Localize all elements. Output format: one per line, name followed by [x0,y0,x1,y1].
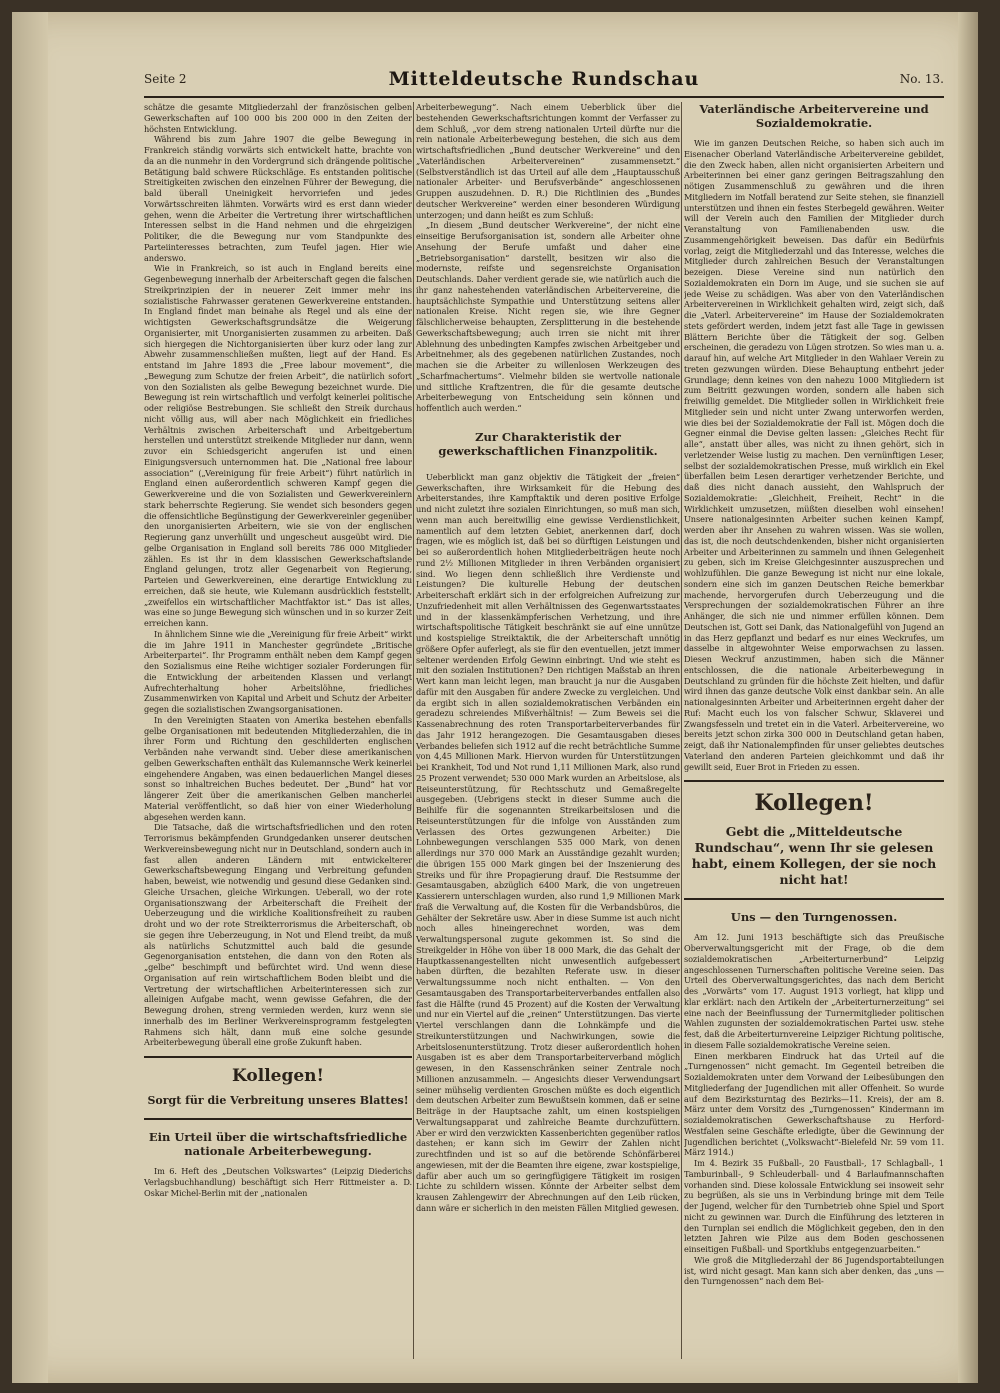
paragraph: Am 12. Juni 1913 beschäftigte sich das Preußische Oberverwaltungsgericht mit der Frage, ob die dem sozialdemokratischen „Arbeiterturnerbund“ Leipzig angeschlossenen Turnerschaften politische Vereine seien. Das Urteil des Oberverwaltungsgerichtes, das nach dem Bericht des „Vorwärts“ vom 17. August 1913 vorliegt, hat klipp und klar erklärt: nach den Artikeln der „Arbeiterturnerzeitung“ sei eine nach der Beeinflussung der Turnermitglieder politischen Wahlen zugunsten der sozialdemokratischen Partei usw. stehe fest, daß die Arbeiterturnvereine Leipziger Richtung politische, in diesem Falle sozialdemokratische Vereine seien. [684,932,944,1050]
page-edge [958,12,978,1383]
paragraph: In ähnlichem Sinne wie die „Vereinigung für freie Arbeit“ wirkt die im Jahre 1911 in Manchester gegründete „Britische Arbeiterpartei“. Ihr Programm enthält neben dem Kampf gegen den Sozialismus eine Reihe wichtiger sozialer Forderungen für die Entwicklung der arbeitenden Klassen und verlangt Aufrechterhaltung hoher Arbeitslöhne, friedliches Zusammenwirken von Kapital und Arbeit und Schutz der Arbeiter gegen die sozialistischen Zwangsorganisationen. [144,628,412,714]
paragraph: Arbeiterbewegung“. Nach einem Ueberblick über die bestehenden Gewerkschaftsrichtungen kommt der Verfasser zu dem Schluß, „vor dem streng nationalen Urteil dürfte nur die rein nationale Arbeiterbewegung bestehen, die sich aus dem wirtschaftsfriedlichen „Bund deutscher Werkvereine“ und den „Vaterländischen Arbeitervereinen“ zusammensetzt.“ (Selbstverständlich ist das Urteil auf alle dem „Hauptausschuß nationaler Arbeiter- und Berufsverbände“ angeschlossenen Gruppen auszudehnen. D. R.) Die Richtlinien des „Bundes deutscher Werkvereine“ werden einer besonderen Würdigung unterzogen; und dann heißt es zum Schluß: [416,102,680,220]
appeal-text: Sorgt für die Verbreitung unseres Blattes! [147,1094,409,1107]
article-headline: Uns — den Turngenossen. [730,910,898,925]
paragraph: In den Vereinigten Staaten von Amerika bestehen ebenfalls gelbe Organisationen mit bedeutenden Mitgliederzahlen, die in ihrer Form und Richtung den geschilderten englischen Verbänden nahe verwandt sind. Ueber diese amerikanischen gelben Gewerkschaften enthält das Kulemannsche Werk keinerlei eingehendere Angaben, was einen bedauerlichen Mangel dieses sonst so inhaltreichen Buches bedeutet. Der „Bund“ hat vor längerer Zeit über die amerikanischen Gelben mancherlei Material veröffentlicht, so daß hier von einer Wiederholung abgesehen werden kann. [144,714,412,822]
paragraph: Wie im ganzen Deutschen Reiche, so haben sich auch im Eisenacher Oberland Vaterländische Arbeitervereine gebildet, die den Zweck haben, allen nicht organisierten Arbeitern und Arbeiterinnen bei einer ganz geringen Beitragszahlung den nötigen Zusammenschluß zu gewähren und die ihren Mitgliedern im Notfall beratend zur Seite stehen, sie finanziell unterstützen und ihnen ein festes Sterbegeld gewähren. Weiter will der Verein auch den Familien der Mitglieder durch Veranstaltung von Familienabenden usw. die Zusammengehörigkeit beweisen. Das dafür ein Bedürfnis vorlag, zeigt die Mitgliederzahl und das Interesse, welches die Mitglieder durch zahlreichen Besuch der Veranstaltungen bezeigen. Diese Vereine sind nun natürlich den Sozialdemokraten ein Dorn im Auge, und sie suchen sie auf jede Weise zu schädigen. Was aber von den Vaterländischen Arbeitervereinen in Wirklichkeit gehalten wird, zeigt sich, daß die „Vaterl. Arbeitervereine“ im Hause der Sozialdemokraten stets gefördert werden, indem jetzt fast alle Tage in gewissen Blättern Berichte über die Tätigkeit der sog. Gelben erscheinen, die geradezu von Lügen strotzen. So wies man u. a. darauf hin, auf welche Art Mitglieder in den Wahlaer Verein zu treten gezwungen würden. Diese Behauptung entbehrt jeder Grundlage; denn keines von den nahezu 1000 Mitgliedern ist zum Beitritt gezwungen worden, sondern alle haben sich freiwillig gemeldet. Die Mitglieder sollen in Wirklichkeit freie Mitglieder sein und nicht unter Zwang unterworfen werden, wie dies bei der Sozialdemokratie der Fall ist. Mögen doch die Gegner einmal die Devise gelten lassen: „Gleiches Recht für alle“, anstatt über alles, was nicht zu ihnen gehört, sich in verletzender Weise lustig zu machen. Den vernünftigen Leser, selbst der sozialdemokratischen Presse, muß wirklich ein Ekel überfallen beim Lesen derartiger verhetzender Berichte, und daß dies nicht danach aussieht, den Wahlspruch der Sozialdemokratie: „Gleichheit, Freiheit, Recht“ in die Wirklichkeit umzusetzen, müßten dieselben wohl einsehen! Unsere nationalgesinnten Arbeiter suchen keinen Kampf, werden aber ihr Ansehen zu wahren wissen. Was sie wollen, das ist, die noch deutschdenkenden, bisher nicht organisierten Arbeiter und Arbeiterinnen zu sammeln und ihnen Gelegenheit zu geben, sich im Kreise Gleichgesinnter auszusprechen und wohlzufühlen. Die ganze Bewegung ist nicht nur eine lokale, sondern eine sich im ganzen Deutschen Reiche bemerkbar machende, hervorgerufen durch Ueberzeugung und die Versprechungen der sozialdemokratischen Führer an ihre Anhänger, die sich nie und nimmer erfüllen können. Dem Deutschen ist, Gott sei Dank, das Nationalgefühl von Jugend an in das Herz gepflanzt und bedarf es nur eines Weckrufes, um dasselbe in altgewohnter Weise emporwachsen zu lassen. Diesen Weckruf anzustimmen, haben sich die Männer entschlossen, die die nationale Arbeiterbewegung in Deutschland zu gründen für die höchste Zeit hielten, und dafür wird ihnen das ganze deutsche Volk einst dankbar sein. An alle nationalgesinnten Arbeiter und Arbeiterinnen ergeht daher der Ruf: Macht euch los von falscher Schwur, Sklaverei und Zwangsfesseln und tretet ein in die Vaterl. Arbeitervereine, wo bereits jetzt schon zirka 300 000 in Deutschland getan haben, zeigt, daß ihr Nationalempfinden für unser geliebtes deutsches Vaterland den anderen Parteien gleichkommt und daß ihr gewillt seid, Euer Brot in Frieden zu essen. [684,138,944,772]
article-headline: Zur Charakteristik der gewerkschaftlichen Finanzpolitik. [438,429,658,458]
column-rule [681,102,682,1359]
paragraph: „In diesem „Bund deutscher Werkvereine“, der nicht eine einseitige Berufsorganisation ist, sondern alle Arbeiter ohne Ansehung der Berufe umfaßt und daher eine „Betriebsorganisation“ darstellt, besitzen wir also die modernste, reifste und segensreichste Organisation Deutschlands. Daher verdient gerade sie, wie natürlich auch die ihr ganz nahestehenden vaterländischen Arbeitervereine, die hauptsächlichste Sympathie und Unterstützung seitens aller nationalen Kreise. Nicht regen sie, wie ihre Gegner fälschlicherweise behaupten, Zersplitterung in die bestehende Gewerkschaftsbewegung; auch irren sie nicht mit ihrer Ablehnung des unbedingten Kampfes zwischen Arbeitgeber und Arbeitnehmer, als des gegebenen natürlichen Zustandes, noch machen sie die Arbeiter zu willenlosen Werkzeugen des „Scharfmachertums“. Vielmehr bilden sie wertvolle nationale und sittliche Kraftzentren, die für die gesamte deutsche Arbeiterbewegung von Entscheidung sein können und hoffentlich auch werden.“ [416,220,680,413]
issue-number: No. 13. [899,72,944,86]
appeal-title: Kollegen! [754,790,874,817]
newspaper-page [12,12,978,1383]
article-headline: Ein Urteil über die wirtschaftsfriedliche nationale Arbeiterbewegung. [148,1130,408,1158]
column-rule [413,102,414,1359]
paragraph: Die Tatsache, daß die wirtschaftsfriedlichen und den roten Terrorismus bekämpfenden Grundgedanken unserer deutschen Werkvereinsbewegung nicht nur in Deutschland, sondern auch in fast allen anderen Ländern mit entwickelterer Gewerkschaftsbewegung Eingang und Verbreitung gefunden haben, beweist, wie notwendig und gesund diese Gedanken sind. Gleiche Ursachen, gleiche Wirkungen. Ueberall, wo der rote Organisationszwang der Arbeiterschaft die Freiheit der Ueberzeugung und die wirkliche Koalitionsfreiheit zu rauben droht und wo der rote Streikterrorismus die Arbeiterschaft, ob sie gegen ihre Ueberzeugung, in Not und Elend treibt, da muß als natürlichs Schutzmittel auch bald die gesunde Gegenorganisation entstehen, die dann von den Roten als „gelbe“ beschimpft und befürchtet wird. Und wenn diese Organisation auf rein wirtschaftlichem Boden bleibt und die Vertretung der wirtschaftlichen Arbeiterinteressen sich zur alleinigen Aufgabe macht, wenn gewisse Gefahren, die der Bewegung drohen, streng vermieden werden, kurz wenn sie innerhalb des im Berliner Werkvereinsprogramm festgelegten Rahmens sich hält, dann muß eine solche gesunde Arbeiterbewegung überall eine große Zukunft haben. [144,822,412,1048]
page-binding [12,12,48,1383]
paragraph: schätze die gesamte Mitgliederzahl der französischen gelben Gewerkschaften auf 100 000 bis 200 000 in den Zeiten der höchsten Entwicklung. [144,102,412,134]
paragraph: Ueberblickt man ganz objektiv die Tätigkeit der „freien“ Gewerkschaften, ihre Wirksamkeit für die Hebung des Arbeiterstandes, ihre Kampftaktik und deren positive Erfolge und nicht zuletzt ihre sozialen Einrichtungen, so muß man sich, wenn man auch bereitwillig eine gewisse Verdienstlichkeit, namentlich auf dem letzten Gebiet, anerkennen darf, doch fragen, wie es möglich ist, daß bei so dürftigen Leistungen und bei so außerordentlich hohen Mitgliederbeiträgen heute noch rund 2½ Millionen Mitglieder in ihren Verbänden organisiert sind. Wo liegen denn schließlich ihre Verdienste und Leistungen? Die kulturelle Hebung der deutschen Arbeiterschaft erklärt sich in der erfolgreichen Aufreizung zur Unzufriedenheit mit allen Verhältnissen des Gegenwartsstaates und in der klassenkämpferischen Verhetzung, und ihre wirtschaftspolitische Tätigkeit beschränkt sie auf eine unnütze und kostspielige Streiktaktik, die der Arbeiterschaft unnötig größere Opfer auferlegt, als sie für den eventuellen, jetzt immer seltener werdenden Erfolg Gewinn einbringt. Und wie steht es mit den sozialen Institutionen? Den richtigen Maßstab an ihren Wert kann man leicht legen, man braucht ja nur die Ausgaben dafür mit den Ausgaben für andere Zwecke zu vergleichen. Und da ergibt sich in allen sozialdemokratischen Verbänden ein geradezu schreiendes Mißverhältnis! — Zum Beweis sei die Kassenabrechnung des roten Transportarbeiterverbandes für das Jahr 1912 herangezogen. Die Gesamtausgaben dieses Verbandes beliefen sich 1912 auf die recht beträchtliche Summe von 4,45 Millionen Mark. Hiervon wurden für Unterstützungen bei Krankheit, Tod und Not rund 1,11 Millionen Mark, also rund 25 Prozent verwendet; 530 000 Mark wurden an Arbeitslose, als Reiseunterstützung, für Rechtsschutz und Gemaßregelte ausgegeben. (Uebrigens steckt in dieser Summe auch die Beihilfe für die sogenannten Streikarbeitslosen und die Reiseunterstützungen für die infolge von Ausständen zum Verlassen des Ortes gezwungenen Arbeiter.) Die Lohnbewegungen verschlangen 535 000 Mark, von denen allerdings nur 370 000 Mark an Ausständige gezahlt wurden; die übrigen 155 000 Mark gingen bei der Inszenierung des Streiks und für ihre Propagierung drauf. Die Restsumme der Gesamtausgaben, abzüglich 6400 Mark, die von ungetreuen Kassierern unterschlagen wurden, also rund 1,9 Millionen Mark fraß die Verwaltung auf, die Kosten für die Verbandsbüros, die Gehälter der Sekretäre usw. Aber in diese Summe ist auch nicht noch alles hineingerechnet worden, was dem Verwaltungspersonal zugute gekommen ist. So sind die Streikgelder in Höhe von über 18 000 Mark, die das Gehalt der Hauptkassenangestellten nicht unwesentlich aufgebessert haben dürften, die bezahlten Referate usw. in dieser Verwaltungssumme noch nicht enthalten. — Von den Gesamtausgaben des Transportarbeiterverbandes entfallen also fast die Hälfte (rund 45 Prozent) auf die Kosten der Verwaltung und nur ein Viertel auf die „reinen“ Unterstützungen. Das vierte Viertel verschlangen dann die Lohnkämpfe und die Streikunterstützungen und Nachwirkungen, sowie die Arbeitslosenunterstützung. Trotz dieser außerordentlich hohen Ausgaben ist es aber dem Transportarbeiterverband möglich gewesen, in den Kassenschränken seiner Zentrale noch Millionen anzusammeln. — Angesichts dieser Verwendungsart seiner mühselig verdienten Groschen müßte es doch eigentlich dem deutschen Arbeiter zum Bewußtsein kommen, daß er seine Beiträge in der Hauptsache zahlt, um einen kostspieligen Verwaltungsapparat und zahlreiche Beamte durchzufüttern. Aber er wird den verzwickten Kassenberichten gegenüber ratlos dastehen; er kann sich im Gewirr der Zahlen nicht zurechtfinden und ist so auf die betörende Schönfärberei angewiesen, mit der die Beamten ihre eigene, zwar kostspielige, dafür aber auch um so geringfügigere Tätigkeit im rosigen Lichte zu schildern wissen. Könnte der Arbeiter selbst dem krausen Zahlengewirr der Abrechnungen auf den Leib rücken, dann wäre er sicherlich in den meisten Fällen Mitglied gewesen. [416,471,680,1213]
paragraph: Während bis zum Jahre 1907 die gelbe Bewegung in Frankreich ständig vorwärts sich entwickelt hatte, brachte von da an die nunmehr in den Vordergrund sich drängende politische Betätigung bald schwere Rückschläge. Es entstanden politische Streitigkeiten zwischen den einzelnen Führer der Bewegung, die bald überall Uneinigkeit hervorriefen und jedes Vorwärtsschreiten lähmten. Vorwärts wird es erst dann wieder gehen, wenn die Arbeiter die Vertretung ihrer wirtschaftlichen Interessen selbst in die Hand nehmen und die ehrgeizigen Politiker, die die Bewegung nur vom Standpunkte des Parteiinteresses betrachten, zum Teufel jagen. Hier wie anderswo. [144,134,412,263]
page-number: Seite 2 [144,72,187,86]
paragraph: Wie in Frankreich, so ist auch in England bereits eine Gegenbewegung innerhalb der Arbeiterschaft gegen die falschen Streikprinzipien der in neuerer Zeit immer mehr ins sozialistische Fahrwasser geratenen Gewerkvereine entstanden. In England findet man beinahe als Regel und als eine der wichtigsten Gewerkschaftsgrundsätze die Weigerung Organisierter, mit Unorganisierten zusammen zu arbeiten. Daß sich hiergegen die Nichtorganisierten über kurz oder lang zur Abwehr zusammenschließen mußten, liegt auf der Hand. Es entstand im Jahre 1893 die „Free labour movement“, die „Bewegung zum Schutze der freien Arbeit“, die natürlich sofort von den Sozialisten als gelbe Bewegung bezeichnet wurde. Die Bewegung ist rein wirtschaftlich und verfolgt keinerlei politische oder religiöse Bestrebungen. Sie schließt den Streik durchaus nicht völlig aus, will aber nach Möglichkeit ein friedliches Verhältnis zwischen Arbeiterschaft und Arbeitgebertum herstellen und unterstützt streikende Mitglieder nur dann, wenn zuvor ein Schiedsgericht angerufen ist und einen Einigungsversuch unternommen hat. Die „National free labour association“ („Vereinigung für freie Arbeit“) führt natürlich in England einen außerordentlich schweren Kampf gegen die Gewerkvereine und die von Sozialisten und Gewerkvereinlern stark beherrschte Regierung. Sie wendet sich besonders gegen die offensichtliche Begünstigung der Gewerkvereinler gegenüber den unorganisierten Arbeitern, wie sie von der englischen Regierung ganz unverhüllt und ungescheut ausgeübt wird. Die gelbe Organisation in England soll bereits 786 000 Mitglieder zählen. Es ist ihr in dem klassischen Gewerkschaftslande England gelungen, trotz aller Gegenarbeit von Regierung, Parteien und Gewerkvereinen, eine derartige Entwicklung zu erreichen, daß sie heute, wie Kulemann ausdrücklich feststellt, „zweifellos ein wirtschaftlicher Machtfaktor ist.“ Das ist alles, was eine so junge Bewegung sich wünschen und in so kurzer Zeit erreichen kann. [144,263,412,628]
newspaper-title: Mitteldeutsche Rundschau [388,68,700,90]
appeal-title: Kollegen! [232,1066,324,1086]
appeal-text: Gebt die „Mitteldeutsche Rundschau“, wenn Ihr sie gelesen habt, einem Kollegen, der sie noch nicht hat! [691,824,937,888]
appeal-box [684,780,944,900]
column-1 [144,102,412,1359]
column-2 [416,102,680,1359]
paragraph: Einen merkbaren Eindruck hat das Urteil auf die „Turngenossen“ nicht gemacht. Im Gegenteil betreiben die Sozialdemokraten unter dem Vorwand der Leibesübungen den Mitgliederfang der Jugendlichen mit aller Offenheit. So wurde auf dem Bezirksturntag des Bezirks—11. Kreis), der am 8. März unter dem Vorsitz des „Turngenossen“ Kindermann im sozialdemokratischen Gewerkschaftshause zu Herford-Westfalen seine Geschäfte erledigte, über die Gewinnung der Jugendlichen berichtet („Volkswacht“-Bielefeld Nr. 59 vom 11. März 1914.) [684,1050,944,1158]
column-3 [684,102,944,1359]
paragraph: Im 4. Bezirk 35 Fußball-, 20 Faustball-, 17 Schlagball-, 1 Tamburinball-, 9 Schleuderball- und 4 Barlaufmannschaften vorhanden sind. Diese kolossale Entwicklung sei insoweit sehr zu begrüßen, als sie uns in Verbindung bringe mit dem Teile der Jugend, welcher für den Turnbetrieb ohne Spiel und Sport nicht zu gewinnen war. Durch die Einführung des letzteren in den Turnplan sei endlich die Möglichkeit gegeben, den in den letzten Jahren wie Pilze aus dem Boden geschossenen einseitigen Fußball- und Sportklubs entgegenzuarbeiten.“ [684,1158,944,1254]
page-header [144,66,944,98]
paragraph: Wie groß die Mitgliederzahl der 86 Jugendsportabteilungen ist, wird nicht gesagt. Man kann sich aber denken, das „uns — den Turngenossen“ nach dem Bei- [684,1254,944,1287]
paragraph: Im 6. Heft des „Deutschen Volkswartes“ (Leipzig Diederichs Verlagsbuchhandlung) beschäftigt sich Herr Rittmeister a. D. Oskar Michel-Berlin mit der „nationalen [144,1166,412,1198]
article-headline: Vaterländische Arbeitervereine und Sozialdemokratie. [699,102,929,130]
appeal-box [144,1056,412,1120]
